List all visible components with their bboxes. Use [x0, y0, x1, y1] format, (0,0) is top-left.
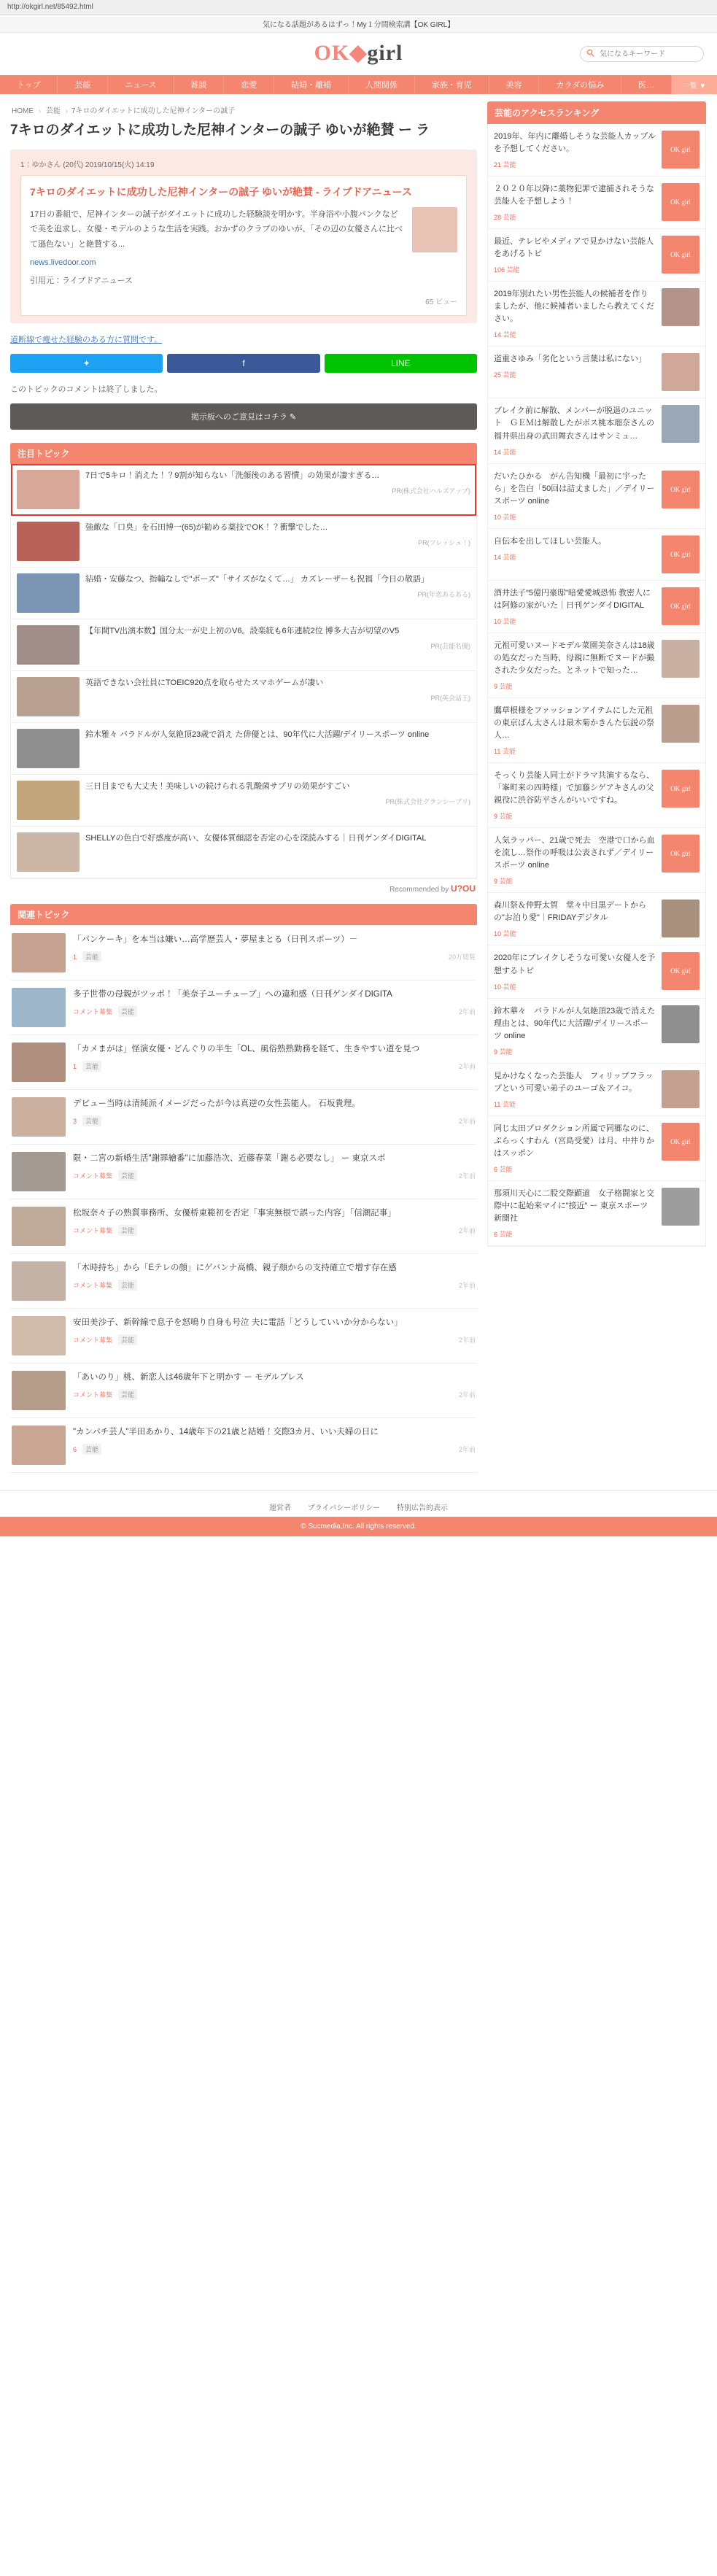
ranking-title: 2019年、年内に離婚しそうな芸能人カップルを予想してください。: [494, 132, 656, 154]
comment-count: 10 芸能: [494, 513, 516, 521]
category-tag[interactable]: 芸能: [82, 1061, 101, 1072]
comment-count: 11 芸能: [494, 1100, 516, 1108]
list-item[interactable]: [488, 893, 705, 945]
comment-count: 28 芸能: [494, 214, 516, 222]
page-title: 7キロのダイエットに成功した尼神インターの誠子 ゆいが絶賛 ー ラ: [10, 123, 430, 138]
search-icon: [586, 49, 594, 59]
recommend-brand: U?OU: [451, 883, 476, 894]
list-item[interactable]: [488, 945, 705, 998]
post-date: 20万閲覧: [448, 954, 476, 962]
ranking-title: ２０２０年以降に薬物犯罪で逮捕されそうな芸能人を予想しよう！: [494, 185, 654, 206]
nav-item-10[interactable]: 医…: [621, 75, 672, 94]
nav-item-9[interactable]: カラダの悩み: [539, 75, 621, 94]
site-notice: 気になる話題があるはずっ！My１分間検索講【OK GIRL】: [0, 15, 717, 33]
breadcrumb-current: 7キロのダイエットに成功した尼神インターの誠子: [71, 107, 236, 115]
category-tag[interactable]: 芸能: [82, 1444, 101, 1455]
related-title: 「カメまがは」怪演女優・どんぐりの半生「OL、風俗熟熟勤務を経て、生きやすい道を見つ: [73, 1044, 420, 1053]
category-tag[interactable]: 芸能: [118, 1389, 137, 1400]
breadcrumb: [10, 101, 477, 121]
logo-ok: OK: [314, 41, 350, 65]
list-item[interactable]: [10, 1199, 477, 1254]
list-item[interactable]: [488, 124, 705, 177]
list-item[interactable]: [488, 347, 705, 398]
related-thumbnail: [12, 988, 66, 1027]
share-facebook-button[interactable]: f: [167, 354, 319, 373]
ranking-thumbnail: [662, 288, 699, 326]
post-date: 2年前: [458, 1282, 476, 1290]
list-item[interactable]: [10, 1309, 477, 1364]
comment-count: 11 芸能: [494, 748, 516, 756]
site-header: [0, 33, 717, 75]
sidebar: [487, 101, 706, 1247]
browser-url-bar[interactable]: [0, 0, 717, 15]
ranking-title: 人気ラッパー、21歳で死去 空港で口から血を流し…祭作の呼吸は公表されず／デイリースポーツ online: [494, 836, 655, 870]
post-date: 2年前: [458, 1337, 476, 1345]
list-item[interactable]: [10, 1364, 477, 1418]
search-input[interactable]: [598, 50, 697, 59]
list-item[interactable]: [10, 1418, 477, 1473]
url-text: http://okgirl.net/85492.html: [7, 3, 93, 11]
ranking-title: だいたひかる がん告知機「最初に宇ったら」を告白「50回は詰丈ました」／デイリースポーツ online: [494, 471, 655, 506]
post-inner-title: 7キロのダイエットに成功した尼神インターの誠子 ゆいが絶賛 - ライブドアニュース: [30, 185, 412, 198]
topic-title: 英語できない会社員にTOEIC920点を取らせたスマホゲームが凄い: [85, 678, 324, 687]
ranking-thumbnail: OK girl: [662, 770, 699, 808]
post-card: [10, 150, 477, 323]
related-title: デビュー当時は清純派イメージだったが今は真逆の女性芸能人。 石坂貴理。: [73, 1099, 360, 1108]
list-item[interactable]: [11, 775, 476, 827]
list-item[interactable]: [488, 282, 705, 347]
recommend-credit: [10, 879, 477, 904]
comment-count: 6 芸能: [494, 1165, 513, 1173]
comment-count: コメント募集: [73, 1337, 113, 1345]
list-item[interactable]: [488, 177, 705, 229]
comment-count: コメント募集: [73, 1008, 113, 1016]
ranking-title: 鷹草根様をファッションアイテムにした元祖の東京ばん太さんは最木菊かきんた伝説の祭人…: [494, 705, 654, 740]
board-opinion-button[interactable]: 掲示板へのご意見はコチラ ✎: [10, 403, 477, 430]
related-thumbnail: [12, 933, 66, 972]
ranking-thumbnail: [662, 353, 699, 391]
topic-title: 鈴木雅々 バラドルが人気絶頂23歳で消え た俳優とは、90年代に大活躍/デイリースポーツ online: [85, 730, 430, 739]
ranking-title: 最近、テレビやメディアで見かけない芸能人をあげるトピ: [494, 237, 654, 259]
topic-sponsor: PR(芸能名優): [430, 643, 470, 651]
list-item[interactable]: [11, 671, 476, 723]
post-date: 2年前: [458, 1063, 476, 1071]
related-heading: 関連トピック: [10, 904, 477, 925]
list-item[interactable]: [11, 568, 476, 619]
list-item[interactable]: [11, 516, 476, 568]
related-thumbnail: [12, 1316, 66, 1355]
ranking-thumbnail: [662, 405, 699, 443]
post-thumbnail: [412, 207, 457, 253]
ranking-title: 酒井法子"5億円豪邸"暗愛愛城恐怖 教密人には阿修の家がいた｜日刊ゲンダイDIGITAL: [494, 588, 651, 610]
list-item[interactable]: [488, 698, 705, 763]
search-box[interactable]: [580, 46, 704, 62]
list-item[interactable]: [11, 619, 476, 671]
footer-link-0[interactable]: 運営者: [268, 1504, 291, 1512]
topic-sponsor: PR(フレッシュ！): [418, 539, 470, 547]
ranking-thumbnail: OK girl: [662, 952, 699, 990]
comment-count: 14 芸能: [494, 448, 516, 456]
share-line-button[interactable]: LINE: [325, 354, 477, 373]
related-thumbnail: [12, 1043, 66, 1082]
ranking-heading: 芸能のアクセスランキング: [487, 101, 706, 124]
list-item[interactable]: [488, 633, 705, 698]
ranking-thumbnail: [662, 640, 699, 678]
list-item[interactable]: [488, 828, 705, 893]
list-item[interactable]: [10, 1254, 477, 1309]
list-item[interactable]: [488, 398, 705, 463]
related-title: 「木時持ち」から「Eテレの顔」にゲバンナ高橋、親子顔からの支持確立で増す存在感: [73, 1263, 397, 1272]
attention-heading: 注目トピック: [10, 443, 477, 464]
related-title: 安田美沙子、新幹線で息子を怒鳴り自身も号泣 夫に電話「どうしていいか分からない」: [73, 1318, 403, 1327]
share-buttons: [10, 354, 477, 373]
topic-thumbnail: [17, 677, 80, 716]
main-nav: [0, 75, 717, 94]
topic-title: 三日目までも大丈夫！美味しいの続けられる乳酸菌サプリの効果がすごい: [85, 781, 350, 791]
related-title: 多子世帯の母親がツッポ！「美奈子ユーチューブ」への違和感（日刊ゲンダイDIGITA: [73, 989, 392, 999]
related-title: "カンパチ芸人"半田あかり、14歳年下の21歳と結婚！交際3カ月、いい夫婦の日に: [73, 1427, 379, 1436]
list-item[interactable]: [488, 999, 705, 1064]
nav-item-3[interactable]: 雑談: [174, 75, 225, 94]
ranking-title: 自伝本を出してほしい芸能人。: [494, 536, 606, 546]
list-item[interactable]: [488, 1116, 705, 1181]
comment-count: コメント募集: [73, 1282, 113, 1290]
topic-thumbnail: [17, 470, 80, 509]
comment-count: 6 芸能: [494, 1231, 513, 1239]
ranking-thumbnail: OK girl: [662, 471, 699, 508]
comment-count: コメント募集: [73, 1391, 113, 1399]
comment-count: 10 芸能: [494, 930, 516, 938]
footer-link-1[interactable]: プライバシーポリシー: [307, 1504, 381, 1512]
ranking-thumbnail: [662, 1005, 699, 1043]
list-item[interactable]: [488, 581, 705, 633]
list-item[interactable]: [488, 464, 705, 529]
list-item[interactable]: [10, 980, 477, 1035]
related-thumbnail: [12, 1426, 66, 1465]
comment-count: 14 芸能: [494, 331, 516, 339]
list-item[interactable]: [10, 1035, 477, 1090]
ranking-thumbnail: OK girl: [662, 131, 699, 169]
list-item[interactable]: [488, 1064, 705, 1116]
ranking-title: 2019年別れたい男性芸能人の候補者を作りましたが、他に候補者いましたら教えてください。: [494, 290, 654, 324]
ranking-title: 同じ太田プロダクション所属で同郷なのに、ぷらっくすわん（宮島受愛）は月、中井りかはスッポン: [494, 1123, 654, 1158]
topic-thumbnail: [17, 729, 80, 768]
topic-thumbnail: [17, 522, 80, 561]
comment-count: 9 芸能: [494, 1048, 513, 1056]
ranking-thumbnail: OK girl: [662, 1123, 699, 1161]
post-date: 2年前: [458, 1172, 476, 1180]
recommend-label: Recommended by: [389, 885, 449, 894]
list-item[interactable]: [488, 1181, 705, 1246]
ranking-title: 2020年にブレイクしそうな可愛い女優人を予想するトピ: [494, 954, 656, 975]
nav-item-0[interactable]: トップ: [0, 75, 58, 94]
category-tag[interactable]: 芸能: [118, 1006, 137, 1017]
list-item[interactable]: [10, 1090, 477, 1145]
comment-count: コメント募集: [73, 1172, 113, 1180]
topic-sponsor: PR(年恋あるある): [417, 591, 470, 599]
nav-all-button[interactable]: 一覧 ▼: [672, 75, 717, 94]
topic-thumbnail: [17, 832, 80, 872]
related-title: 限・二宮の新婚生活"謝罪繪番"に加藤浩次、近藤春菜「謝る必要なし」 ー 東京スポ: [73, 1153, 386, 1163]
category-tag[interactable]: 芸能: [82, 951, 101, 962]
ranking-thumbnail: [662, 705, 699, 743]
ranking-thumbnail: [662, 900, 699, 937]
post-date: 2年前: [458, 1446, 476, 1454]
comment-count: 3: [73, 1117, 77, 1125]
topic-title: 結婚・安藤なつ、指輪なしで"ポーズ"「サイズがなくて…」 カズレーザーも祝福「今日の敬語」: [85, 574, 429, 584]
post-quote: 引用元：ライブドアニュース: [30, 276, 133, 286]
comment-count: 6: [73, 1445, 77, 1453]
site-logo[interactable]: OK◆girl: [314, 41, 403, 65]
copyright: © Sucmedia,Inc. All rights reserved.: [0, 1517, 717, 1536]
post-meta: 1：ゆかさん (20代) 2019/10/15(火) 14:19: [20, 160, 155, 169]
nav-item-8[interactable]: 美容: [489, 75, 540, 94]
related-thumbnail: [12, 1371, 66, 1410]
source-link[interactable]: news.livedoor.com: [30, 258, 96, 268]
comment-count: コメント募集: [73, 1227, 113, 1235]
breadcrumb-sep-2: ›: [65, 107, 69, 115]
post-date: 2年前: [458, 1118, 476, 1126]
comment-count: 14 芸能: [494, 553, 516, 561]
comment-count: 9 芸能: [494, 682, 513, 690]
comment-count: 10 芸能: [494, 617, 516, 625]
ranking-title: 見かけなくなった芸能人 フィリップフラップという可愛い弟子のユーゴ＆アイコ。: [494, 1071, 654, 1093]
logo-girl: girl: [367, 41, 403, 65]
related-thumbnail: [12, 1261, 66, 1301]
ranking-thumbnail: OK girl: [662, 835, 699, 873]
list-item[interactable]: [10, 1145, 477, 1199]
category-tag[interactable]: 芸能: [118, 1225, 137, 1236]
category-tag[interactable]: 芸能: [118, 1170, 137, 1181]
post-date: 2年前: [458, 1008, 476, 1016]
ranking-title: 道重さゆみ「劣化という言葉は私にない」: [494, 355, 646, 364]
comment-count: 1: [73, 1062, 77, 1070]
topic-thumbnail: [17, 625, 80, 665]
view-count: 65 ビュー: [425, 298, 457, 306]
site-footer: [0, 1490, 717, 1517]
list-item[interactable]: [11, 827, 476, 878]
post-thumbnail-image: [412, 207, 457, 252]
ranking-thumbnail: OK girl: [662, 535, 699, 573]
related-title: 「パンケーキ」を本当は嫌い…高学歴芸人・夢屋まとる（日刊スポーツ）－: [73, 935, 358, 944]
topic-title: SHELLYの色白で好感度が高い、女優体質顔認を否定の心を深読みする｜日刊ゲンダイDIGITAL: [85, 833, 427, 843]
comment-count: 1: [73, 953, 77, 961]
list-item[interactable]: [10, 926, 477, 980]
related-thumbnail: [12, 1152, 66, 1191]
category-tag[interactable]: 芸能: [118, 1334, 137, 1345]
list-item[interactable]: [488, 529, 705, 581]
share-twitter-button[interactable]: ✦: [10, 354, 163, 373]
list-item[interactable]: [11, 723, 476, 775]
main-column: [10, 101, 477, 1473]
comment-count: 21 芸能: [494, 161, 516, 169]
nav-item-2[interactable]: ニュース: [108, 75, 174, 94]
nav-item-6[interactable]: 人間関係: [349, 75, 415, 94]
topic-sponsor: PR(株式会社グランシーブリ): [385, 798, 470, 806]
ranking-title: 鈴木華々 バラドルが人気絶頂23歳で消えた理由とは、90年代に大活躍/デイリースポーツ online: [494, 1006, 656, 1040]
comment-count: 9 芸能: [494, 878, 513, 886]
attention-list: [10, 464, 477, 879]
category-tag[interactable]: 芸能: [118, 1280, 137, 1291]
comments-closed-note: このトピックのコメントは終了しました。: [10, 384, 163, 394]
related-title: 「あいのり」桃、新恋人は46歳年下と明かす ー モデルプレス: [73, 1372, 304, 1382]
ranking-thumbnail: OK girl: [662, 236, 699, 274]
ranking-title: そっくり芸能人同士がドラマ共演するなら、「峯町来の四時様」で加藤シゲアキさんの父親役に渋谷防平さんがいいですね。: [494, 771, 654, 805]
ranking-thumbnail: OK girl: [662, 183, 699, 221]
nav-item-5[interactable]: 結婚・離婚: [274, 75, 349, 94]
ranking-title: 元祖可愛いヌードモデル菜園美奈さんは18歳の処女だった当時、母親に無断でヌードが撮された少女だった。とネットで知った…: [494, 641, 655, 675]
category-tag[interactable]: 芸能: [82, 1115, 101, 1126]
post-date: 2年前: [458, 1391, 476, 1399]
ranking-thumbnail: [662, 1188, 699, 1226]
ranking-list: [487, 124, 706, 1247]
post-date: 2年前: [458, 1227, 476, 1235]
ranking-title: ブレイク前に解散、メンバーが脱退のユニット ＧＥＭは解散したがボス桃本瑠奈さんの福井県出身の武田舞衣さんはサンミュ…: [494, 406, 654, 441]
list-item[interactable]: [11, 464, 476, 516]
breadcrumb-sep-1: ›: [38, 107, 42, 115]
topic-title: 強敵な「口臭」を石田博一(65)が勧める薬技でOK！？衝撃でした…: [85, 522, 328, 532]
comment-count: 106 芸能: [494, 266, 520, 274]
topic-sponsor: PR(株式会社ハルズアップ): [392, 487, 470, 495]
related-thumbnail: [12, 1097, 66, 1137]
topic-thumbnail: [17, 781, 80, 820]
post-inner: [20, 175, 467, 316]
ranking-title: 森川祭＆仲野太賀 堂々中目黒デートからの"お泊り愛"｜FRIDAYデジタル: [494, 901, 646, 923]
topic-thumbnail: [17, 573, 80, 613]
topic-title: 【年間TV出演本数】国分太一が史上初のV6。設楽統も6年連続2位 博多大吉が切望のV5: [85, 626, 400, 635]
ranking-thumbnail: OK girl: [662, 587, 699, 625]
ranking-title: 那須川天心に二股交際顕道 女子格闘家と交際中に起始来マイに"接近" ー 東京スポーツ新聞社: [494, 1188, 654, 1223]
comment-count: 9 芸能: [494, 813, 513, 821]
topic-sponsor: PR(英会話王): [430, 695, 470, 703]
related-question-link[interactable]: 道断線で痩せた経験のある方に質問です。: [10, 335, 163, 344]
breadcrumb-category[interactable]: 芸能: [45, 107, 61, 115]
nav-item-4[interactable]: 恋愛: [224, 75, 274, 94]
breadcrumb-home[interactable]: HOME: [12, 107, 34, 115]
nav-item-7[interactable]: 家族・育児: [415, 75, 489, 94]
topic-title: 7日で5キロ！消えた！？9割が知らない「洗顔後のある習慣」の効果が凄すぎる…: [85, 471, 380, 480]
comment-count: 25 芸能: [494, 371, 516, 379]
post-body: 17日の番組で、尼神インターの誠子がダイエットに成功した経験談を明かす。半身浴や小腹パンクなどで美を追求し、女優・モデルのような生活を実践。おかずのクラブのゆいが、「その辺の女優さんに比べて遜色ない」と絶賛する...: [30, 209, 403, 250]
related-list: [10, 925, 477, 1473]
related-title: 松坂奈々子の熟質事務所、女優桥東範初を否定「事実無根で誤った内容」「信潮記事」: [73, 1208, 396, 1218]
footer-link-2[interactable]: 特別広告的表示: [397, 1504, 449, 1512]
ranking-thumbnail: [662, 1070, 699, 1108]
related-thumbnail: [12, 1207, 66, 1246]
nav-item-1[interactable]: 芸能: [58, 75, 108, 94]
comment-count: 10 芸能: [494, 983, 516, 991]
list-item[interactable]: [488, 229, 705, 282]
list-item[interactable]: [488, 763, 705, 828]
